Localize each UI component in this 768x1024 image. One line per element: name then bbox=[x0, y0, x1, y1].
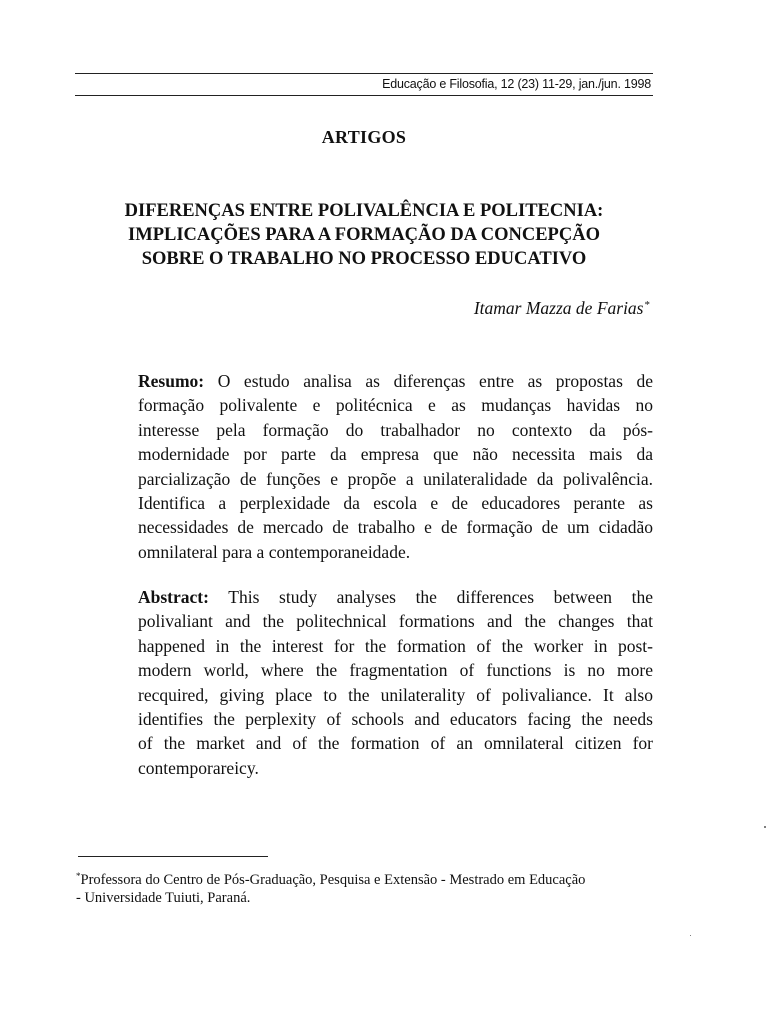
resumo-line: necessidades de mercado de trabalho e de formação de um cidadão bbox=[138, 517, 653, 538]
abstract-line: happened in the interest for the formation of the worker in post- bbox=[138, 635, 653, 656]
author-name: Itamar Mazza de Farias bbox=[473, 298, 644, 318]
scan-speck bbox=[690, 935, 691, 936]
author-footnote-mark: * bbox=[644, 299, 650, 311]
resumo-label: Resumo: bbox=[138, 371, 205, 391]
abstract-line bbox=[138, 585, 653, 609]
resumo-line: interesse pela formação do trabalhador no contexto da pós- bbox=[138, 419, 653, 440]
author-byline bbox=[474, 298, 650, 319]
resumo-line: modernidade por parte da empresa que não necessita mais da bbox=[138, 444, 653, 465]
abstract-line: polivaliant and the politechnical formations and the changes that bbox=[138, 611, 653, 632]
resumo-line bbox=[138, 369, 653, 393]
resumo-line: omnilateral para a contemporaneidade. bbox=[138, 541, 411, 562]
footnote-line-text: Professora do Centro de Pós-Graduação, Pesquisa e Extensão - Mestrado em Educação bbox=[80, 872, 586, 888]
abstract-line: of the market and of the formation of an omnilateral citizen for bbox=[138, 733, 653, 754]
footnote-rule bbox=[78, 856, 268, 857]
resumo-line: formação polivalente e politécnica e as mudanças havidas no bbox=[138, 395, 653, 416]
abstract-line: identifies the perplexity of schools and educators facing the needs bbox=[138, 709, 653, 730]
article-title bbox=[60, 199, 668, 271]
footnote-line bbox=[76, 867, 656, 889]
abstract-line: recquired, giving place to the unilaterality of polivaliance. It also bbox=[138, 684, 653, 705]
resumo-line-text: O estudo analisa as diferenças entre as propostas de bbox=[204, 371, 653, 391]
abstract-line: modern world, where the fragmentation of functions is no more bbox=[138, 660, 653, 681]
title-line: DIFERENÇAS ENTRE POLIVALÊNCIA E POLITECNIA: bbox=[124, 201, 604, 221]
header-rule-bottom bbox=[75, 95, 653, 96]
header-rule-top bbox=[75, 73, 653, 74]
footnote bbox=[76, 867, 656, 907]
footnote-mark: * bbox=[76, 871, 81, 881]
abstract-label: Abstract: bbox=[138, 587, 209, 607]
resumo-line: Identifica a perplexidade da escola e de educadores perante as bbox=[138, 493, 653, 514]
resumo-paragraph bbox=[138, 369, 653, 564]
abstract-line-text: This study analyses the differences between the bbox=[208, 587, 653, 607]
section-label: ARTIGOS bbox=[321, 127, 407, 147]
footnote-line: - Universidade Tuiuti, Paraná. bbox=[76, 890, 251, 906]
scan-speck bbox=[764, 826, 766, 828]
running-head: Educação e Filosofia, 12 (23) 11-29, jan./jun. 1998 bbox=[382, 77, 651, 91]
resumo-line: parcialização de funções e propõe a unilateralidade da polivalência. bbox=[138, 468, 653, 489]
abstract-line: contemporareicy. bbox=[138, 757, 259, 778]
title-line: IMPLICAÇÕES PARA A FORMAÇÃO DA CONCEPÇÃO bbox=[128, 225, 600, 245]
title-line: SOBRE O TRABALHO NO PROCESSO EDUCATIVO bbox=[141, 249, 587, 269]
abstract-paragraph bbox=[138, 585, 653, 780]
